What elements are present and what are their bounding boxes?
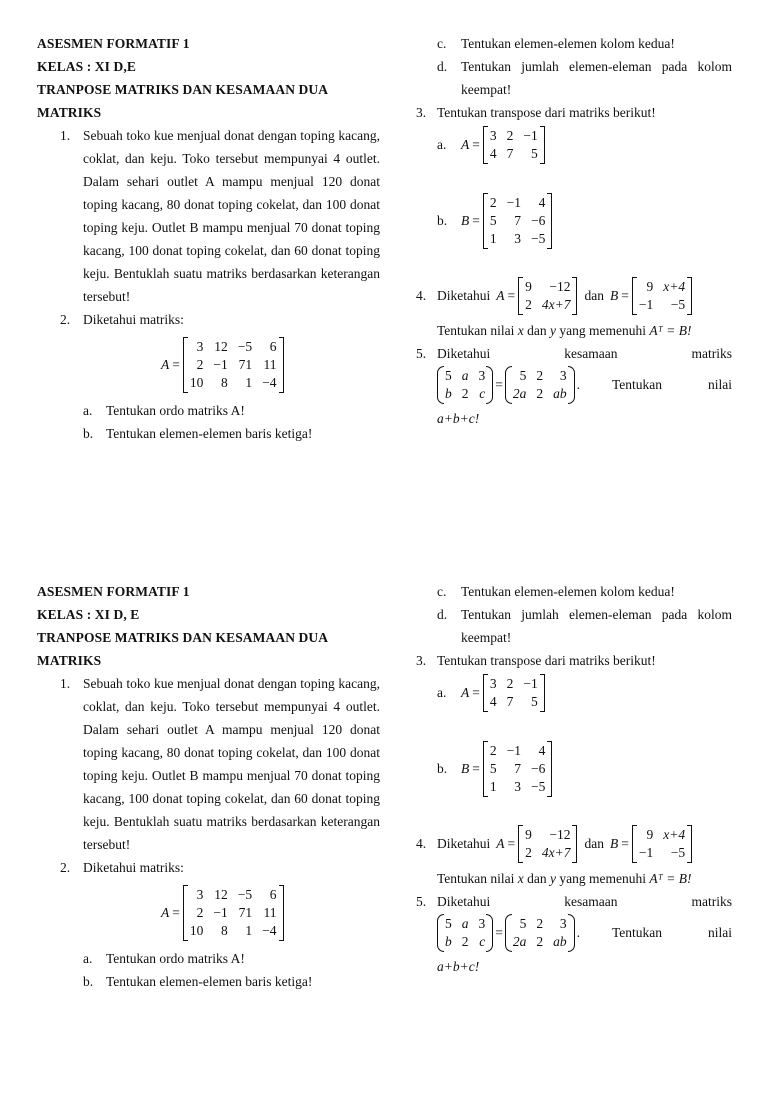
equals-sign: = bbox=[472, 137, 480, 152]
matrix-cell: −1 bbox=[506, 195, 521, 210]
q5-line-1 bbox=[437, 890, 732, 913]
matrix-cell: 6 bbox=[269, 887, 277, 902]
matrix-cell: 4 bbox=[489, 694, 497, 709]
matrix-cell: 3 bbox=[514, 231, 521, 246]
matrix-cell: 2 bbox=[489, 195, 497, 210]
question-number: 2. bbox=[60, 312, 71, 327]
equals-sign: = bbox=[495, 925, 503, 940]
matrix-b-4 bbox=[631, 277, 693, 315]
matrix-cell: −1 bbox=[638, 845, 654, 860]
question-text: Diketahui matriks: bbox=[83, 312, 184, 327]
q5-tail: Tentukan bbox=[611, 925, 662, 940]
topic-line-2: MATRIKS bbox=[37, 653, 102, 668]
matrix-cell: a bbox=[461, 916, 469, 931]
q5-line-1 bbox=[437, 342, 732, 365]
matrix-cell: 3 bbox=[478, 368, 486, 383]
equals-sign: = bbox=[172, 357, 180, 372]
sub-letter: b. bbox=[83, 974, 94, 989]
matrix-cell: 5 bbox=[531, 694, 538, 709]
matrix-cell: 1 bbox=[245, 923, 253, 938]
q4-text: Tentukan nilai bbox=[437, 323, 515, 338]
matrix-cell: 2 bbox=[525, 845, 532, 860]
matrix-cell: 4 bbox=[489, 146, 497, 161]
matrix-cell: 3 bbox=[478, 916, 486, 931]
equals-sign: = bbox=[621, 288, 629, 303]
matrix-cell: 1 bbox=[489, 231, 497, 246]
subquestion-c bbox=[437, 580, 732, 603]
matrix-name: A bbox=[461, 685, 470, 700]
class-label: KELAS : XI D, E bbox=[37, 607, 140, 622]
matrix-a bbox=[182, 337, 285, 393]
matrix-cell: 2 bbox=[461, 934, 469, 949]
matrix-cell: 12 bbox=[214, 887, 228, 902]
matrix-cell: 11 bbox=[263, 357, 277, 372]
subquestion-d bbox=[437, 603, 732, 649]
question-4 bbox=[416, 825, 732, 863]
q4-line-2 bbox=[437, 867, 732, 890]
q5-tail: Tentukan bbox=[611, 377, 662, 392]
matrix-cell: 5 bbox=[489, 213, 497, 228]
q4-text: Tentukan nilai bbox=[437, 871, 515, 886]
matrix-cell: −5 bbox=[237, 339, 253, 354]
matrix-cell: −12 bbox=[549, 827, 571, 842]
matrix-cell: 2a bbox=[512, 934, 527, 949]
part-letter: a. bbox=[437, 137, 447, 152]
q5-right-matrix bbox=[505, 366, 575, 404]
matrix-cell: −1 bbox=[523, 128, 538, 143]
and-word: dan bbox=[584, 288, 604, 303]
question-number: 3. bbox=[416, 653, 427, 668]
sub-letter: d. bbox=[437, 59, 448, 74]
question-number: 5. bbox=[416, 894, 427, 909]
matrix-cell: b bbox=[445, 934, 452, 949]
question-1 bbox=[37, 672, 380, 856]
matrix-cell: 2 bbox=[536, 916, 544, 931]
matrix-cell: 71 bbox=[238, 905, 253, 920]
question-number: 1. bbox=[60, 128, 71, 143]
matrix-name: A bbox=[461, 137, 470, 152]
sub-letter: b. bbox=[83, 426, 94, 441]
matrix-cell: 5 bbox=[519, 916, 527, 931]
matrix-cell: 7 bbox=[506, 146, 514, 161]
sub-text: Tentukan jumlah elemen-eleman pada kolom keempat! bbox=[461, 607, 732, 645]
matrix-cell: −1 bbox=[213, 357, 228, 372]
matrix-cell: −5 bbox=[531, 779, 546, 794]
matrix-cell: 9 bbox=[646, 827, 654, 842]
q5-word: Diketahui bbox=[437, 894, 491, 909]
var-x: x bbox=[517, 871, 524, 886]
q5-left-matrix bbox=[437, 914, 493, 952]
question-number: 5. bbox=[416, 346, 427, 361]
subquestion-a bbox=[83, 399, 380, 422]
q5-left-matrix bbox=[437, 366, 493, 404]
sub-text: Tentukan elemen-elemen baris ketiga! bbox=[106, 974, 313, 989]
matrix-cell: 5 bbox=[531, 146, 538, 161]
matrix-cell: 10 bbox=[189, 375, 204, 390]
var-y: y bbox=[550, 323, 557, 338]
part-letter: a. bbox=[437, 685, 447, 700]
q3-part-b bbox=[437, 741, 732, 797]
question-number: 1. bbox=[60, 676, 71, 691]
matrix-cell: 12 bbox=[214, 339, 228, 354]
matrix-cell: 9 bbox=[525, 827, 532, 842]
matrix-b-3 bbox=[482, 741, 554, 797]
sub-text: Tentukan ordo matriks A! bbox=[106, 403, 245, 418]
worksheet-copy-2 bbox=[0, 548, 768, 1096]
equals-sign: = bbox=[472, 761, 480, 776]
question-4 bbox=[416, 277, 732, 315]
matrix-cell: c bbox=[479, 934, 486, 949]
matrix-a-4 bbox=[517, 825, 578, 863]
equals-sign: = bbox=[472, 213, 480, 228]
matrix-cell: a bbox=[461, 368, 469, 383]
matrix-cell: 2 bbox=[525, 297, 532, 312]
q5-word: kesamaan bbox=[564, 894, 618, 909]
part-letter: b. bbox=[437, 761, 448, 776]
matrix-b-4 bbox=[631, 825, 693, 863]
q3-part-a bbox=[437, 126, 732, 164]
matrix-name: A bbox=[161, 357, 170, 372]
matrix-cell: 3 bbox=[196, 339, 204, 354]
matrix-cell: x+4 bbox=[663, 827, 686, 842]
sub-letter: d. bbox=[437, 607, 448, 622]
equals-sign: = bbox=[507, 288, 516, 303]
subquestion-d bbox=[437, 55, 732, 101]
question-number: 4. bbox=[416, 836, 427, 851]
and-word: dan bbox=[584, 836, 604, 851]
matrix-cell: 9 bbox=[525, 279, 532, 294]
matrix-cell: 6 bbox=[269, 339, 277, 354]
sub-text: Tentukan elemen-elemen kolom kedua! bbox=[461, 584, 675, 599]
class-label: KELAS : XI D,E bbox=[37, 59, 136, 74]
q5-final: a+b+c! bbox=[437, 959, 480, 974]
subquestion-b bbox=[83, 422, 380, 445]
matrix-cell: 11 bbox=[263, 905, 277, 920]
matrix-cell: 2 bbox=[489, 743, 497, 758]
question-number: 2. bbox=[60, 860, 71, 875]
topic-line-1: TRANPOSE MATRIKS DAN KESAMAAN DUA bbox=[37, 630, 329, 645]
q5-matrices: 5 a 3 b 2 c = 5 2 3 2a 2 ab . Tentukan nilai bbox=[437, 366, 732, 404]
question-5 bbox=[416, 890, 732, 913]
matrix-cell: 10 bbox=[189, 923, 204, 938]
matrix-cell: 5 bbox=[519, 368, 527, 383]
matrix-cell: 7 bbox=[514, 761, 521, 776]
matrix-cell: −5 bbox=[237, 887, 253, 902]
matrix-cell: 9 bbox=[646, 279, 654, 294]
question-text: Sebuah toko kue menjual donat dengan toping kacang, coklat, dan keju. Toko tersebut mempunyai 4 outlet. Dalam sehari outlet A mampu menjual 120 donat toping kacang, 80 donat toping cokelat, dan 100 donat toping keju. Outlet B mampu menjual 70 donat toping kacang, 100 donat toping cokelat, dan 60 donat toping keju. Bentuklah suatu matriks berdasarkan keterangan tersebut! bbox=[83, 676, 380, 852]
equals-sign: = bbox=[621, 836, 629, 851]
matrix-name: B bbox=[609, 836, 619, 851]
q5-tail: nilai bbox=[708, 377, 732, 392]
subquestion-c bbox=[437, 32, 732, 55]
matrix-a-3 bbox=[482, 126, 546, 164]
equals-sign: = bbox=[172, 905, 180, 920]
matrix-cell: −1 bbox=[506, 743, 521, 758]
matrix-cell: −6 bbox=[531, 761, 546, 776]
matrix-name: B bbox=[461, 761, 470, 776]
matrix-cell: 3 bbox=[559, 368, 567, 383]
matrix-cell: −6 bbox=[531, 213, 546, 228]
q4-equation: Aᵀ = B! bbox=[649, 323, 692, 338]
question-text: Tentukan transpose dari matriks berikut! bbox=[437, 653, 656, 668]
matrix-cell: 4 bbox=[538, 195, 546, 210]
matrix-cell: 3 bbox=[489, 128, 497, 143]
matrix-cell: 1 bbox=[245, 375, 253, 390]
q5-tail: nilai bbox=[708, 925, 732, 940]
q5-final: a+b+c! bbox=[437, 411, 480, 426]
sub-letter: a. bbox=[83, 403, 93, 418]
question-2 bbox=[37, 856, 380, 879]
q5-matrices: 5 a 3 b 2 c = 5 2 3 2a 2 ab . Tentukan nilai bbox=[437, 914, 732, 952]
matrix-cell: −1 bbox=[213, 905, 228, 920]
matrix-a-3 bbox=[482, 674, 546, 712]
matrix-cell: 71 bbox=[238, 357, 253, 372]
topic-line-2: MATRIKS bbox=[37, 105, 102, 120]
question-3 bbox=[416, 649, 732, 672]
matrix-cell: −1 bbox=[638, 297, 654, 312]
matrix-cell: 3 bbox=[514, 779, 521, 794]
matrix-cell: −4 bbox=[262, 375, 277, 390]
question-number: 4. bbox=[416, 288, 427, 303]
matrix-cell: x+4 bbox=[663, 279, 686, 294]
matrix-a bbox=[182, 885, 285, 941]
worksheet-title: ASESMEN FORMATIF 1 bbox=[37, 584, 190, 599]
right-column bbox=[416, 580, 732, 978]
var-x: x bbox=[517, 323, 524, 338]
matrix-name: A bbox=[161, 905, 170, 920]
topic-line-1: TRANPOSE MATRIKS DAN KESAMAAN DUA bbox=[37, 82, 329, 97]
matrix-cell: 3 bbox=[489, 676, 497, 691]
matrix-cell: 2 bbox=[536, 386, 544, 401]
equals-sign: = bbox=[495, 377, 503, 392]
q4-known: Diketahui bbox=[437, 836, 491, 851]
sub-letter: c. bbox=[437, 36, 447, 51]
matrix-cell: 5 bbox=[445, 916, 452, 931]
sub-letter: c. bbox=[437, 584, 447, 599]
matrix-cell: 4x+7 bbox=[541, 845, 571, 860]
sub-text: Tentukan elemen-elemen kolom kedua! bbox=[461, 36, 675, 51]
matrix-a-4 bbox=[517, 277, 578, 315]
q4-known: Diketahui bbox=[437, 288, 491, 303]
question-number: 3. bbox=[416, 105, 427, 120]
matrix-cell: ab bbox=[553, 934, 567, 949]
matrix-cell: ab bbox=[553, 386, 567, 401]
matrix-cell: −5 bbox=[670, 845, 686, 860]
q5-word: Diketahui bbox=[437, 346, 491, 361]
q4-equation: Aᵀ = B! bbox=[649, 871, 692, 886]
question-2 bbox=[37, 308, 380, 331]
subquestion-a bbox=[83, 947, 380, 970]
matrix-name: A bbox=[496, 836, 505, 851]
sub-text: Tentukan jumlah elemen-eleman pada kolom keempat! bbox=[461, 59, 732, 97]
matrix-cell: 7 bbox=[506, 694, 514, 709]
question-text: Diketahui matriks: bbox=[83, 860, 184, 875]
matrix-cell: 5 bbox=[445, 368, 452, 383]
matrix-cell: −1 bbox=[523, 676, 538, 691]
question-1 bbox=[37, 124, 380, 308]
matrix-cell: 2 bbox=[536, 368, 544, 383]
matrix-a-display bbox=[161, 885, 380, 941]
matrix-cell: 2a bbox=[512, 386, 527, 401]
sub-text: Tentukan elemen-elemen baris ketiga! bbox=[106, 426, 313, 441]
q4-text: dan bbox=[527, 871, 547, 886]
q4-text: dan bbox=[527, 323, 547, 338]
left-column bbox=[37, 32, 380, 445]
subquestion-b bbox=[83, 970, 380, 993]
sub-letter: a. bbox=[83, 951, 93, 966]
matrix-cell: 2 bbox=[196, 357, 204, 372]
matrix-a-display bbox=[161, 337, 380, 393]
matrix-cell: 7 bbox=[514, 213, 521, 228]
equals-sign: = bbox=[472, 685, 480, 700]
q5-word: matriks bbox=[691, 894, 732, 909]
q4-line-2 bbox=[437, 319, 732, 342]
matrix-cell: 2 bbox=[461, 386, 469, 401]
matrix-name: B bbox=[461, 213, 470, 228]
q4-text: yang memenuhi bbox=[559, 323, 647, 338]
part-letter: b. bbox=[437, 213, 448, 228]
matrix-cell: 8 bbox=[221, 375, 228, 390]
matrix-cell: −4 bbox=[262, 923, 277, 938]
left-column bbox=[37, 580, 380, 993]
var-y: y bbox=[550, 871, 557, 886]
question-3 bbox=[416, 101, 732, 124]
matrix-cell: 1 bbox=[489, 779, 497, 794]
matrix-cell: b bbox=[445, 386, 452, 401]
matrix-cell: 2 bbox=[196, 905, 204, 920]
matrix-name: A bbox=[496, 288, 505, 303]
question-text: Tentukan transpose dari matriks berikut! bbox=[437, 105, 656, 120]
worksheet-title: ASESMEN FORMATIF 1 bbox=[37, 36, 190, 51]
q3-part-b bbox=[437, 193, 732, 249]
matrix-cell: −5 bbox=[531, 231, 546, 246]
matrix-cell: 8 bbox=[221, 923, 228, 938]
q3-part-a bbox=[437, 674, 732, 712]
matrix-cell: 3 bbox=[196, 887, 204, 902]
matrix-cell: 2 bbox=[506, 676, 514, 691]
question-5 bbox=[416, 342, 732, 365]
right-column bbox=[416, 32, 732, 430]
matrix-cell: c bbox=[479, 386, 486, 401]
q5-right-matrix bbox=[505, 914, 575, 952]
matrix-cell: 4 bbox=[538, 743, 546, 758]
matrix-cell: −5 bbox=[670, 297, 686, 312]
matrix-cell: 2 bbox=[536, 934, 544, 949]
q4-text: yang memenuhi bbox=[559, 871, 647, 886]
matrix-cell: 2 bbox=[506, 128, 514, 143]
matrix-cell: 4x+7 bbox=[541, 297, 571, 312]
q5-word: matriks bbox=[691, 346, 732, 361]
matrix-cell: −12 bbox=[549, 279, 571, 294]
question-text: Sebuah toko kue menjual donat dengan toping kacang, coklat, dan keju. Toko tersebut mempunyai 4 outlet. Dalam sehari outlet A mampu menjual 120 donat toping kacang, 80 donat toping cokelat, dan 100 donat toping keju. Outlet B mampu menjual 70 donat toping kacang, 100 donat toping cokelat, dan 60 donat toping keju. Bentuklah suatu matriks berdasarkan keterangan tersebut! bbox=[83, 128, 380, 304]
sub-text: Tentukan ordo matriks A! bbox=[106, 951, 245, 966]
matrix-cell: 5 bbox=[489, 761, 497, 776]
matrix-name: B bbox=[609, 288, 619, 303]
q5-word: kesamaan bbox=[564, 346, 618, 361]
matrix-cell: 3 bbox=[559, 916, 567, 931]
matrix-b-3 bbox=[482, 193, 554, 249]
equals-sign: = bbox=[507, 836, 516, 851]
